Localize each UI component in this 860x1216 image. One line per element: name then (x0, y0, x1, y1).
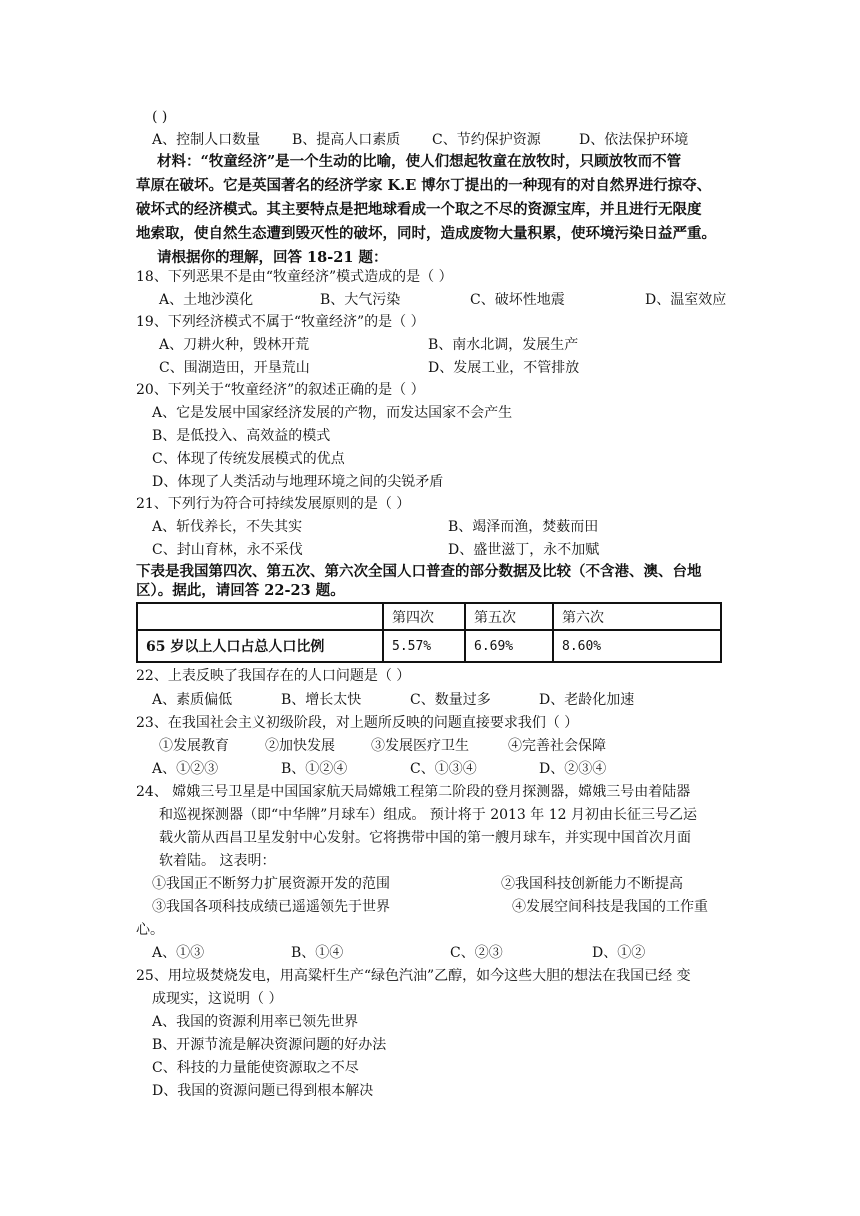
q22-option-c: C、数量过多 (410, 692, 491, 708)
q25-option-d: D、我国的资源问题已得到根本解决 (152, 1083, 374, 1099)
q21-option-d: D、盛世滋丁，永不加赋 (448, 542, 600, 558)
q20-option-d: D、体现了人类活动与地理环境之间的尖锐矛盾 (152, 474, 444, 490)
q22-option-a: A、素质偏低 (152, 692, 233, 708)
q24-item-3: ③我国各项科技成绩已遥遥领先于世界 (152, 899, 390, 915)
q25-option-a: A、我国的资源利用率已领先世界 (152, 1014, 359, 1030)
q18-option-b: B、大气污染 (320, 292, 401, 308)
q18-option-d: D、温室效应 (645, 292, 727, 308)
q24-option-d: D、①② (592, 945, 646, 961)
material-line-1: 材料：“牧童经济”是一个生动的比喻，使人们想起牧童在放牧时，只顾放牧而不管 (157, 153, 682, 170)
q20-option-b: B、是低投入、高效益的模式 (152, 428, 331, 444)
table-cell-6th: 8.60% (553, 630, 721, 662)
q22-option-b: B、增长太快 (281, 692, 362, 708)
q23-item-2: ②加快发展 (265, 738, 335, 754)
q23-option-b: B、①②④ (281, 761, 348, 777)
table-header-6th: 第六次 (553, 603, 721, 630)
q23-item-4: ④完善社会保障 (508, 738, 606, 754)
table-header-4th: 第四次 (383, 603, 465, 630)
q24-line-2: 和巡视探测器（即“中华牌”月球车）组成。 预计将于 2013 年 12 月初由长征三号乙运 (159, 807, 698, 823)
q19-option-a: A、刀耕火种，毁林开荒 (159, 337, 310, 353)
material-line-2: 草原在破坏。它是英国著名的经济学家 K.E 博尔丁提出的一种现有的对自然界进行掠夺、 (136, 177, 712, 194)
q22-stem: 22、上表反映了我国存在的人口问题是（ ） (136, 668, 411, 684)
q23-option-a: A、①②③ (152, 761, 219, 777)
q25-option-c: C、科技的力量能使资源取之不尽 (152, 1060, 359, 1076)
q25-line-1: 25、用垃圾焚烧发电，用高粱杆生产“绿色汽油”乙醇，如今这些大胆的想法在我国已经 变 (136, 968, 691, 984)
q24-line-3: 载火箭从西昌卫星发射中心发射。它将携带中国的第一艘月球车，并实现中国首次月面 (159, 830, 691, 846)
table-cell-4th: 5.57% (383, 630, 465, 662)
table-intro-line-2: 区）。据此，请回答 22-23 题。 (136, 582, 345, 599)
q18-option-a: A、土地沙漠化 (159, 292, 254, 308)
q17-answer-blank: ( ) (152, 109, 168, 125)
q19-stem: 19、下列经济模式不属于“牧童经济”的是（ ） (136, 314, 425, 330)
q21-option-c: C、封山育林，永不采伐 (152, 542, 303, 558)
material-line-3: 破坏式的经济模式。其主要特点是把地球看成一个取之不尽的资源宝库，并且进行无限度 (136, 201, 702, 218)
table-row-label: 65 岁以上人口占总人口比例 (137, 630, 383, 662)
q24-option-c: C、②③ (450, 945, 503, 961)
q22-option-d: D、老龄化加速 (539, 692, 635, 708)
q24-line-1: 24、 嫦娥三号卫星是中国国家航天局嫦娥工程第二阶段的登月探测器，嫦娥三号由着陆器 (136, 784, 691, 800)
q23-item-3: ③发展医疗卫生 (371, 738, 469, 754)
table-header-row (137, 603, 721, 630)
q21-option-b: B、竭泽而渔，焚薮而田 (448, 519, 599, 535)
q24-line-4: 软着陆。 这表明： (159, 853, 276, 869)
table-header-5th: 第五次 (465, 603, 553, 630)
q23-item-1: ①发展教育 (159, 738, 229, 754)
q24-item-4-cont: 心。 (136, 922, 164, 938)
q24-item-2: ②我国科技创新能力不断提高 (501, 876, 683, 892)
q24-item-1: ①我国正不断努力扩展资源开发的范围 (152, 876, 390, 892)
q20-option-c: C、体现了传统发展模式的优点 (152, 451, 345, 467)
q21-option-a: A、斩伐养长，不失其实 (152, 519, 303, 535)
q19-option-d: D、发展工业，不管排放 (428, 360, 580, 376)
q17-option-b: B、提高人口素质 (292, 132, 401, 148)
table-intro-line-1: 下表是我国第四次、第五次、第六次全国人口普查的部分数据及比较（不含港、澳、台地 (136, 563, 702, 580)
material-line-4: 地索取，使自然生态遭到毁灭性的破坏，同时，造成废物大量积累，使环境污染日益严重。 (136, 225, 716, 242)
q23-option-c: C、①③④ (410, 761, 477, 777)
q23-option-d: D、②③④ (539, 761, 607, 777)
census-table (136, 602, 722, 663)
q17-option-d: D、依法保护环境 (579, 132, 689, 148)
q19-option-c: C、围湖造田，开垦荒山 (159, 360, 310, 376)
q25-line-2: 成现实，这说明（ ） (152, 991, 283, 1007)
q17-option-a: A、控制人口数量 (152, 132, 261, 148)
q18-option-c: C、破坏性地震 (470, 292, 565, 308)
q18-stem: 18、下列恶果不是由“牧童经济”模式造成的是（ ） (136, 269, 453, 285)
q17-option-c: C、节约保护资源 (432, 132, 541, 148)
table-cell-5th: 6.69% (465, 630, 553, 662)
q20-option-a: A、它是发展中国家经济发展的产物，而发达国家不会产生 (152, 405, 513, 421)
q24-option-b: B、①④ (291, 945, 344, 961)
q23-stem: 23、在我国社会主义初级阶段，对上题所反映的问题直接要求我们（ ） (136, 715, 579, 731)
material-instruction: 请根据你的理解，回答 18-21 题： (157, 249, 388, 266)
q19-option-b: B、南水北调，发展生产 (428, 337, 579, 353)
q20-stem: 20、下列关于“牧童经济”的叙述正确的是（ ） (136, 382, 425, 398)
q25-option-b: B、开源节流是解决资源问题的好办法 (152, 1037, 387, 1053)
table-header-empty (137, 603, 383, 630)
q24-option-a: A、①③ (152, 945, 205, 961)
table-row (137, 630, 721, 662)
q21-stem: 21、下列行为符合可持续发展原则的是（ ） (136, 496, 411, 512)
q24-item-4: ④发展空间科技是我国的工作重 (512, 899, 708, 915)
